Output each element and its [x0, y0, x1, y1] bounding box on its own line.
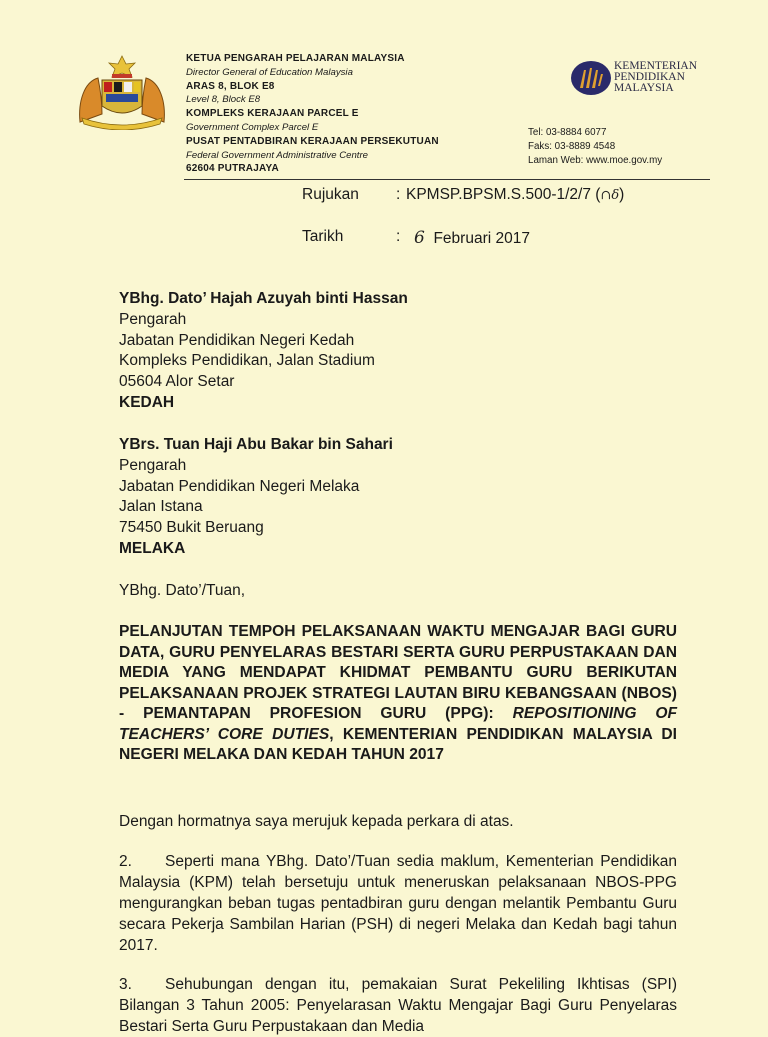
ministry-logo-icon: [570, 60, 612, 96]
subject-italic-text: REPOSITIONING OF TEACHERS’ CORE DUTIES: [119, 705, 677, 743]
address-line: Jabatan Pendidikan Negeri Kedah: [119, 331, 355, 349]
date-label: Tarikh: [302, 228, 344, 245]
colon: :: [396, 186, 401, 203]
salutation: YBhg. Dato’/Tuan,: [119, 582, 246, 599]
paragraph-number: 3.: [119, 976, 132, 993]
paragraph-3: [119, 974, 677, 1037]
paragraph-2: [119, 851, 677, 956]
colon: :: [396, 228, 401, 245]
fax: Faks: 03-8889 4548: [528, 141, 616, 152]
website: Laman Web: www.moe.gov.my: [528, 155, 663, 166]
letter-subject: [119, 622, 677, 766]
reference-label: Rujukan: [302, 186, 359, 203]
ministry-name-line: KEMENTERIAN: [614, 60, 698, 72]
letterhead-address: [186, 52, 439, 176]
recipient-name: YBhg. Dato’ Hajah Azuyah binti Hassan: [119, 290, 408, 307]
coat-of-arms-icon: [72, 52, 172, 130]
letterhead-line: ARAS 8, BLOK E8: [186, 80, 275, 92]
reference-number: KPMSP.BPSM.S.500-1/2/7 (: [406, 186, 601, 203]
address-line: Jabatan Pendidikan Negeri Melaka: [119, 477, 360, 495]
paragraph-text: Sehubungan dengan itu, pemakaian Surat Pekeliling Ikhtisas (SPI) Bilangan 3 Tahun 2005: Penyelarasan Waktu Mengajar Bagi Guru Penyelaras Bestari Serta Guru Perpustakaan dan Media: [119, 976, 677, 1035]
contact-info: [528, 126, 662, 168]
subject-text: PELANJUTAN TEMPOH PELAKSANAAN WAKTU MENGAJAR BAGI GURU DATA, GURU PENYELARAS BESTARI SERTA GURU PERPUSTAKAAN DAN MEDIA YANG MENDAPAT KHIDMAT PEMBANTU GURU BERIKUTAN PELAKSANAAN PROJEK STRATEGI LAUTAN BIRU KEBANGSAAN (NBOS) - PEMANTAPAN PROFESION GURU (PPG):: [119, 623, 677, 722]
ministry-name: [614, 61, 697, 94]
ministry-name-line: PENDIDIKAN: [614, 71, 685, 83]
address-line: Pengarah: [119, 456, 187, 474]
opening-paragraph: Dengan hormatnya saya merujuk kepada perkara di atas.: [119, 813, 514, 830]
header-divider: [184, 179, 710, 180]
paragraph-text: Seperti mana YBhg. Dato’/Tuan sedia maklum, Kementerian Pendidikan Malaysia (KPM) telah bersetuju untuk meneruskan pelaksanaan NBOS-PPG mengurangkan beban tugas pentadbiran guru dengan melantik Pembantu Guru secara Pekerja Sambilan Harian (PSH) di negeri Melaka dan Kedah bagi tahun 2017.: [119, 853, 677, 954]
address-line: 05604 Alor Setar: [119, 373, 235, 391]
reference-value: [406, 186, 624, 204]
address-line: Pengarah: [119, 310, 187, 328]
date-value: [414, 228, 530, 248]
date-month-year: Februari 2017: [433, 230, 530, 247]
telephone: Tel: 03-8884 6077: [528, 127, 607, 138]
letterhead-line: KETUA PENGARAH PELAJARAN MALAYSIA: [186, 53, 405, 64]
letterhead-line: KOMPLEKS KERAJAAN PARCEL E: [186, 108, 359, 120]
date-day-handwritten: 6: [414, 228, 425, 248]
address-line: Jalan Istana: [119, 498, 203, 516]
address-line: Kompleks Pendidikan, Jalan Stadium: [119, 352, 375, 370]
recipient-address-kedah: [119, 289, 408, 414]
letterhead-line: 62604 PUTRAJAYA: [186, 163, 279, 175]
subject-text: , KEMENTERIAN PENDIDIKAN MALAYSIA DI NEGERI MELAKA DAN KEDAH TAHUN 2017: [119, 725, 677, 763]
ministry-name-line: MALAYSIA: [614, 82, 674, 94]
letterhead-line: Level 8, Block E8: [186, 94, 261, 106]
recipient-address-melaka: [119, 435, 393, 560]
letterhead-line: Government Complex Parcel E: [186, 121, 319, 133]
address-state: MELAKA: [119, 539, 186, 557]
address-state: KEDAH: [119, 393, 175, 411]
address-line: 75450 Bukit Beruang: [119, 519, 264, 537]
paragraph-number: 2.: [119, 853, 132, 870]
reference-handwritten: ∩δ: [600, 188, 620, 203]
reference-close: ): [619, 186, 625, 203]
letterhead-line: PUSAT PENTADBIRAN KERAJAAN PERSEKUTUAN: [186, 135, 439, 147]
recipient-name: YBrs. Tuan Haji Abu Bakar bin Sahari: [119, 436, 393, 453]
letterhead-line: Federal Government Administrative Centre: [186, 149, 368, 161]
letterhead-line: Director General of Education Malaysia: [186, 66, 353, 78]
